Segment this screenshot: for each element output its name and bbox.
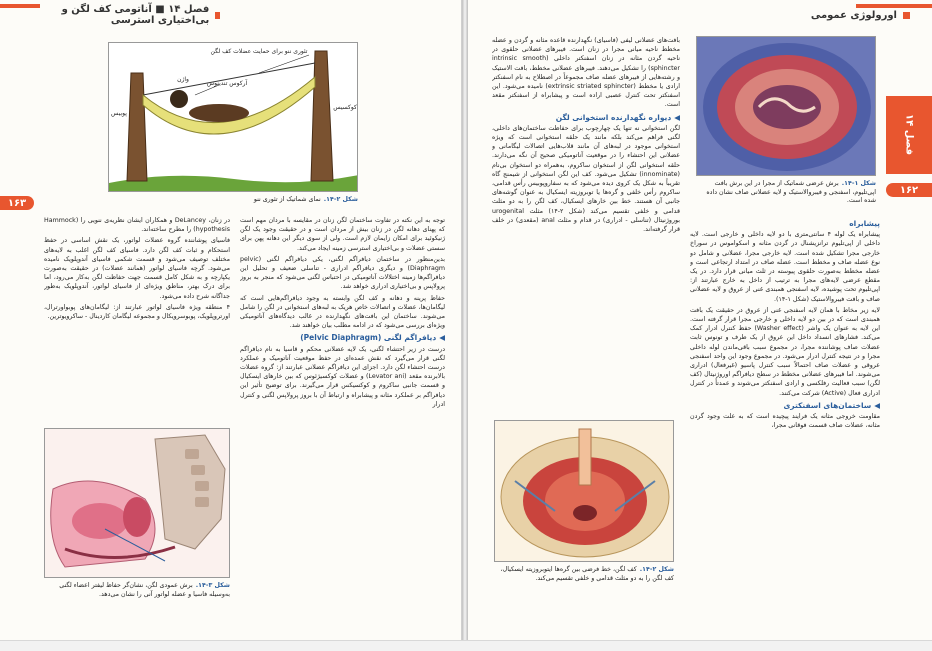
fig1-caption bbox=[696, 180, 876, 206]
chapter-tab: فصل ۱۴ bbox=[886, 96, 932, 174]
label-pubis: پوبیس bbox=[111, 110, 127, 117]
bullet-triangle-icon: ◀ bbox=[439, 333, 445, 343]
running-head-marker bbox=[903, 12, 910, 19]
running-head-text: فصل ۱۴ ■ آناتومی کف لگن و بی‌اختیاری استرسی bbox=[61, 4, 210, 26]
hammock-illustration bbox=[109, 43, 358, 192]
left-page-left-column bbox=[44, 216, 230, 416]
paragraph: بدین‌منظور در ساختمان دیافراگم لگنی، یکی دیافراگم لگنی (pelvic Diaphragm) و دیگری دیافراگم ادراری - تناسلی ضعیف و تحلیل این دیافراگم‌ها زمینه اختلالات آناتومیکی در احتباس لگنی می‌شود که منجر به بروز پرولاپس و بی‌اختیاری ادراری خواهد شد. bbox=[240, 255, 445, 291]
heading-text: دیافراگم لگنی (Pelvic Diaphragm) bbox=[300, 333, 437, 343]
paragraph: در زنان، DeLancey و همکاران ایشان نظریه‌ی ننویی را (Hammock hypothesis) را مطرح ساخته‌اند. bbox=[44, 217, 230, 234]
right-page-right-column bbox=[690, 216, 880, 624]
fig2-caption bbox=[494, 566, 674, 583]
page-number-right: ۱۶۲ bbox=[886, 183, 932, 197]
paragraph: فاسیای پوشاننده گروه عضلات لواتور، یک نقش اساسی در حفظ استحکام و ثبات کف لگن دارد. فاسیای کف لگن اغلب به لایه‌های مختلف توصیف می‌شود و قسمت شکمی فاسیای آندوپلویک نامیده می‌شود. گرچه فاسیای لواتور (همانند عضلات) در حقیقت به‌صورت یکپارچه و به شکل کامل قسمت جهت حفاظت لگن به‌کار می‌رود، اما برای درک بهتر، مناطق ویژه‌ای از فاسیای لواتور، آندوپلویک به‌طور جداگانه شرح داده می‌شود. bbox=[44, 237, 230, 300]
left-page bbox=[0, 0, 462, 640]
paragraph: پیشابراه یک لوله ۴ سانتی‌متری با دو لایه داخلی و خارجی است. لایه داخلی از اپی‌تلیوم ترانزیشنال در گردن مثانه و اسکواموس در سوراخ خارجی مجرا تشکیل شده است. لایه خارجی مجرا، عضلانی و شامل دو نوع عضله صاف و مخطط است. عضله صاف در امتداد ارتجاعی است و عضله مخطط به‌صورت حلقوی پیوسته در ثلث میانی قرار دارد. در یک مقطع عرضی لایه‌های مجرا به ترتیب از داخل به خارج عبارتند از: اپی‌تلیوم تحت پوشیده، لایه اسفنجی همبندی غنی از عروق و لایه عضلانی صاف و بافت فیبروالاستیک (شکل ۱-۱۴). bbox=[690, 231, 880, 303]
paragraph: توجه به این نکته در تفاوت ساختمان لگن زنان در مقایسه با مردان مهم است که پهنای دهانه لگن در زنان بیش از مردان است و در حقیقت وجود یک لگن ژنیکوئید برای امکان زایمان لازم است. ولی از سوی دیگر این دهانه پهن برای سستی عضلات و بی‌اختیاری استرسی زمینه ایجاد می‌کند. bbox=[240, 217, 445, 252]
left-post bbox=[127, 73, 147, 181]
running-head-marker bbox=[215, 12, 220, 19]
paragraph: ۴ منطقه ویژه فاسیای لواتور عبارتند از: لیگامان‌های پوبواورترال، اورتروپلویک، پوبوسرویکال و مجموعه لیگامان کاردینال - ساکرویوترین. bbox=[44, 303, 230, 321]
head-shape bbox=[170, 90, 188, 108]
paragraph: مقاومت خروجی مثانه یک فرایند پیچیده است که به علت وجود گردن مثانه، عضلات صاف قسمت فوقانی مجرا، bbox=[690, 413, 880, 430]
urethra-illustration bbox=[697, 37, 876, 176]
pelvic-floor-figure bbox=[494, 420, 674, 562]
urethra-cross-section-figure bbox=[696, 36, 876, 176]
running-head bbox=[40, 6, 220, 24]
pelvic-floor-illustration bbox=[495, 421, 674, 562]
pelvis-caption bbox=[44, 582, 230, 599]
paragraph: حفاظ پرینه و دهانه و کف لگن وابسته به وجود دیافراگم‌هایی است که لیگامان‌ها، عضلات و اتصالات خاص هریک به لبه‌های استخوانی در لگن را شامل می‌شوند. ساختمان این بافت‌های نگهدارنده در غالب دیدگاه‌های آناتومیکی ویژه‌ای بررسی می‌شود که در ادامه مطلب بیان خواهند شد. bbox=[240, 294, 445, 330]
hammock-caption bbox=[108, 196, 358, 205]
paragraph: لایه زیر مخاط با همان لایه اسفنجی غنی از عروق در حقیقت یک بافت همبندی است که در بین دو لایه داخلی و خارجی مجرا قرار گرفته است. این لایه به عنوان یک واشر (Washer effect) حفظ کنترل ادرار کمک می‌کند. فشارهای انسداد داخل این عروق از یک طرف و تونوس ثابت عضلات صاف پوشاننده مجرا، در مجموع سبب باقی‌ماندن لوله داخلی مجرا و در نتیجه کنترل ادرار می‌شود. در مجموع وجود این واحد اسفنجی عروقی و عضلات صاف احتمالاً سبب کنترل پاسیو (غیرفعال) ادراری می‌شوند. اما فیبرهای عضلانی مخطط در سطح دیافراگم اوروژنیتال (کف لگن) سبب فعالیت رفلکسی و ارادی اسفنکتر می‌شوند و عمدتاً در کنترل ادراری فعال (Active) شرکت می‌کنند. bbox=[690, 306, 880, 397]
fig2-caption-text: کف لگن، خط فرضی بین گره‌ها ایتوبروزیته ایسکیال، کف لگن را به دو مثلث قدامی و خلفی تقسیم می‌کند. bbox=[500, 566, 674, 582]
pelvis-caption-label: شکل ۳-۱۴. bbox=[195, 582, 230, 589]
pelvis-section-figure bbox=[44, 428, 230, 578]
pelvis-caption-text: برش عمودی لگن، نشان‌گر حفاظ لیفتر اعضاء لگنی به‌وسیله فاسیا و عضله لواتور آنی را نشان می‌دهد. bbox=[59, 582, 230, 598]
label-coccyx: کوکسیس bbox=[333, 104, 357, 111]
heading-text: دیواره نگهدارنده استخوانی لگن bbox=[555, 112, 672, 122]
bullet-triangle-icon: ◀ bbox=[874, 400, 880, 410]
label-vagina: واژن bbox=[177, 76, 189, 83]
section-heading-support bbox=[492, 113, 680, 122]
section-heading-sphincter bbox=[690, 401, 880, 410]
pelvis-illustration bbox=[45, 429, 230, 578]
hammock-caption-text: نمای شماتیک از تئوری ننو bbox=[253, 196, 321, 203]
fig1-caption-label: شکل ۱-۱۴. bbox=[841, 180, 876, 187]
section-heading-urethra bbox=[690, 219, 880, 228]
paragraph: لگن استخوانی نه تنها یک چهارچوب برای حفاظت ساختمان‌های داخلی، لگنی فراهم می‌کند بلکه مانند یک حلقه استخوانی است که ویژه استخوانی موجود در لبه‌های آن مانند قلاب‌هایی اتصالات لیگامانی و عضلانی این احتشاء را در موقعیت آناتومیکی صحیح آن نگه می‌دارند. حلقه استخوانی لگن از استخوان ساکروم، به‌همراه دو استخوان بی‌نام (innominate) تشکیل می‌شود. کف این لگن استخوانی از شیمنج گاه تقریباً به شکل یک کروی دیده می‌شود که به سفاروپوبیس رأس قدامی، ساکروم رأس خلفی و گره‌ها یا توبروزیته ایسکیال به عنوان گوشه‌های جانبی آن هستند. خط بین خارهای ایسکیال، کف لگن را به دو مثلث قدامی و خلفی تقسیم می‌کند (شکل ۲-۱۴) مثلث urogenital بوروژنیتال (تناسلی - ادراری) در قدام و مثلث anal (مقعدی) در خلف قرار گرفته‌اند. bbox=[492, 124, 680, 234]
page-number: ۱۶۳ bbox=[0, 196, 34, 210]
body-shape bbox=[189, 104, 249, 122]
running-head-text: اورولوژی عمومی bbox=[810, 9, 897, 21]
running-head-right bbox=[760, 6, 910, 24]
section-heading-pelvic-diaphragm bbox=[240, 333, 445, 342]
page-bottom-edge bbox=[0, 640, 932, 651]
heading-text: ساختمان‌های اسفنکتری bbox=[783, 400, 872, 410]
heading-text: پیشابراه bbox=[849, 219, 880, 228]
fig2-caption-label: شکل ۲-۱۴. bbox=[639, 566, 674, 573]
label-arcus: آرکوس تندینوس bbox=[206, 80, 248, 87]
hammock-figure bbox=[108, 42, 358, 192]
hammock-caption-label: شکل ۲-۱۴. bbox=[323, 196, 358, 203]
label-title: تئوری ننو برای حمایت عضلات کف لگن bbox=[210, 48, 308, 55]
paragraph: بافت‌های عضلانی لیفی (فاسیای) نگهدارنده قاعده مثانه و گردن و عضله مخطط ناحیه میانی مجرا در زنان است. فیبرهای عضلانی حلقوی در ناحیه گردن مثانه در زنان اسفنکتر داخلی (intrinsic smooth sphincter) را تشکیل می‌دهند. فیبرهای عضلانی مخطط، بافت الاستیک و رشته‌هایی از فیبرهای عضله صاف مجموعاً در اصطلاح به نام اسفنکتر ارادی یا مخطط (extrinsic striated sphincter) نامیده می‌شود. این اسفنکتر تحت کنترل عصبی اراده است و پیشابراه از اسفنکتر مقعد است. bbox=[492, 37, 680, 109]
bullet-triangle-icon: ◀ bbox=[674, 112, 680, 122]
running-head-bar bbox=[0, 4, 40, 8]
paragraph: درست در زیر احتشاء لگنی، یک لایه عضلانی محکم و قاسیا به نام دیافراگم لگنی قرار می‌گیرد که نقش عمده‌ای در حفظ موقعیت آناتومیک و عملکرد درست احتشاء لگن دارد. اجزای این دیافراگم عضلانی عبارتند از: گروه عضلات بالابرنده مقعد (Levator ani) و عضلات کوکسیژئوس که بین خارهای ایسکیال و قسمت جانبی ساکروم و کوکسیکس قرار می‌گیرند. برای توضیح تأثیر این دیافراگم بر عملکرد مثانه و پیشابراه و ارتباط آن با بروز پرولاپس لگنی و کنترل ادرار bbox=[240, 345, 445, 408]
fig1-caption-text: برش عرضی شماتیک از مجرا در این برش بافت اپی‌تلیوم، اسفنجی و فیبروالاستیک و لایه عضلانی صاف نشان داده شده است. bbox=[706, 180, 876, 204]
right-page-left-column bbox=[492, 36, 680, 414]
left-page-right-column bbox=[240, 216, 445, 628]
